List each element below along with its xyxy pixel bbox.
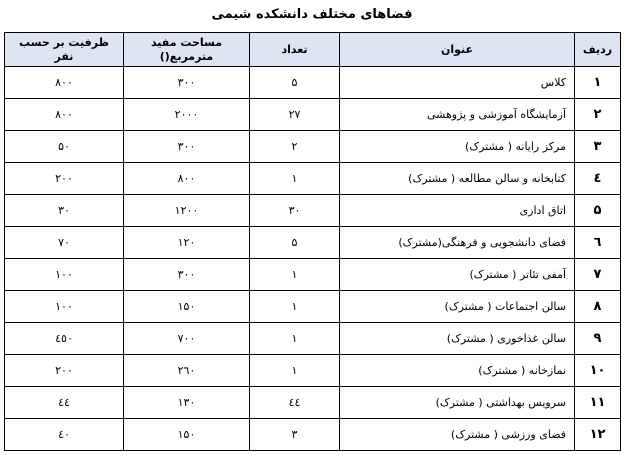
row-area: ۲٦۰ — [124, 355, 250, 387]
row-number: ۷ — [575, 259, 621, 291]
row-count: ۵ — [250, 227, 340, 259]
row-count: ۱ — [250, 323, 340, 355]
row-area: ۲۰۰۰ — [124, 99, 250, 131]
page-title: فضاهای مختلف دانشکده شیمی — [211, 7, 413, 22]
row-count: ٤٤ — [250, 387, 340, 419]
row-title: سرویس بهداشتی ( مشترک) — [340, 387, 575, 419]
spaces-table — [4, 32, 621, 451]
table-row — [5, 323, 621, 355]
row-area: ۳۰۰ — [124, 67, 250, 99]
row-capacity: ۷۰ — [5, 227, 124, 259]
table-row — [5, 67, 621, 99]
header-capacity: ظرفیت بر حسب نفر — [5, 33, 124, 67]
row-number: ۱۰ — [575, 355, 621, 387]
row-title: مرکز رایانه ( مشترک) — [340, 131, 575, 163]
row-number: ۱۱ — [575, 387, 621, 419]
row-count: ۳ — [250, 419, 340, 451]
table-row — [5, 99, 621, 131]
table-row — [5, 227, 621, 259]
row-area: ۱۳۰ — [124, 387, 250, 419]
row-count: ۱ — [250, 291, 340, 323]
row-title: نمازخانه ( مشترک) — [340, 355, 575, 387]
row-area: ۳۰۰ — [124, 259, 250, 291]
row-number: ۹ — [575, 323, 621, 355]
row-title: کتابخانه و سالن مطالعه ( مشترک) — [340, 163, 575, 195]
row-area: ۸۰۰ — [124, 163, 250, 195]
row-number: ۱۲ — [575, 419, 621, 451]
row-capacity: ۳۰ — [5, 195, 124, 227]
header-title: عنوان — [340, 33, 575, 67]
row-count: ۱ — [250, 163, 340, 195]
row-number: ۵ — [575, 195, 621, 227]
header-area: مساحت مفید مترمربع() — [124, 33, 250, 67]
row-capacity: ٤٤ — [5, 387, 124, 419]
header-num: ردیف — [575, 33, 621, 67]
row-area: ۳۰۰ — [124, 131, 250, 163]
row-capacity: ۸۰۰ — [5, 67, 124, 99]
row-number: ٦ — [575, 227, 621, 259]
row-capacity: ۲۰۰ — [5, 163, 124, 195]
table-row — [5, 387, 621, 419]
row-area: ۱۵۰ — [124, 419, 250, 451]
row-title: آزمایشگاه آموزشی و پژوهشی — [340, 99, 575, 131]
row-number: ٤ — [575, 163, 621, 195]
row-count: ۵ — [250, 67, 340, 99]
table-row — [5, 419, 621, 451]
row-number: ۱ — [575, 67, 621, 99]
header-count: تعداد — [250, 33, 340, 67]
row-capacity: ٤٥۰ — [5, 323, 124, 355]
row-capacity: ٤۰ — [5, 419, 124, 451]
row-number: ۲ — [575, 99, 621, 131]
row-title: کلاس — [340, 67, 575, 99]
row-count: ۲۷ — [250, 99, 340, 131]
row-count: ۱ — [250, 259, 340, 291]
table-row — [5, 195, 621, 227]
row-title: اتاق اداری — [340, 195, 575, 227]
row-title: سالن اجتماعات ( مشترک) — [340, 291, 575, 323]
table-row — [5, 131, 621, 163]
row-count: ۱ — [250, 355, 340, 387]
row-title: سالن غذاخوری ( مشترک) — [340, 323, 575, 355]
row-count: ۳۰ — [250, 195, 340, 227]
table-row — [5, 291, 621, 323]
row-area: ۱۵۰ — [124, 291, 250, 323]
row-area: ۱۲۰۰ — [124, 195, 250, 227]
row-area: ۷۰۰ — [124, 323, 250, 355]
header-row — [5, 33, 621, 67]
table-row — [5, 259, 621, 291]
row-count: ۲ — [250, 131, 340, 163]
row-capacity: ۸۰۰ — [5, 99, 124, 131]
row-title: فضای دانشجویی و فرهنگی(مشترک) — [340, 227, 575, 259]
row-number: ۸ — [575, 291, 621, 323]
row-number: ۳ — [575, 131, 621, 163]
row-capacity: ۲۰۰ — [5, 355, 124, 387]
row-title: فضای ورزشی ( مشترک) — [340, 419, 575, 451]
row-area: ۱۲۰ — [124, 227, 250, 259]
table-row — [5, 355, 621, 387]
row-capacity: ۱۰۰ — [5, 291, 124, 323]
row-capacity: ۵۰ — [5, 131, 124, 163]
row-capacity: ۱۰۰ — [5, 259, 124, 291]
table-row — [5, 163, 621, 195]
row-title: آمفی تئاتر ( مشترک) — [340, 259, 575, 291]
